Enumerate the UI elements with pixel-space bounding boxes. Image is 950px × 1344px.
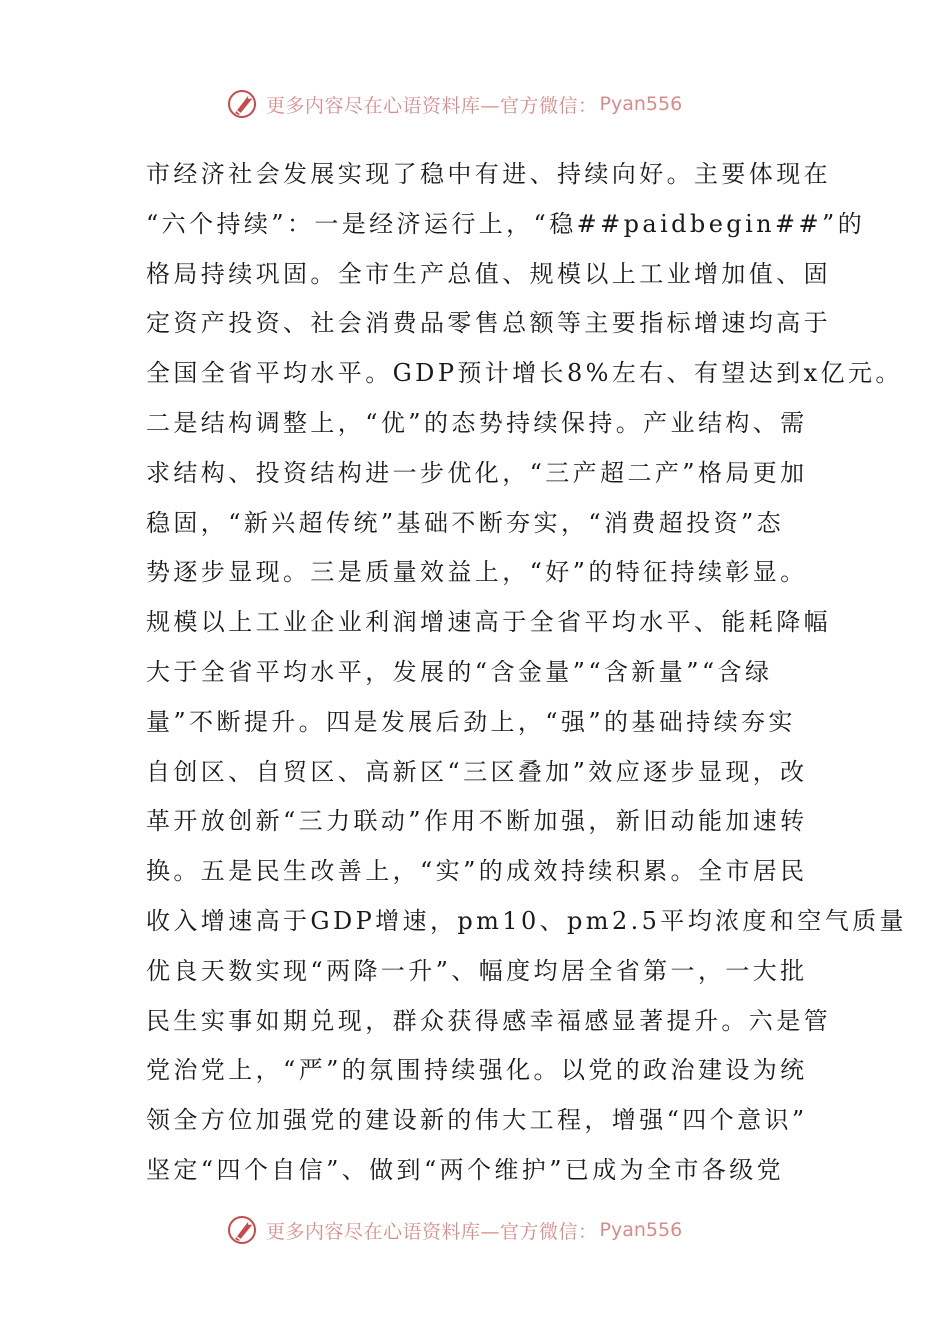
text-line: “六个持续”：一是经济运行上，“稳##paidbegin##”的	[146, 209, 866, 238]
text-line: 坚定“四个自信”、做到“两个维护”已成为全市各级党	[146, 1155, 785, 1184]
text-line: 革开放创新“三力联动”作用不断加强，新旧动能加速转	[146, 807, 808, 836]
text-line: 全国全省平均水平。GDP预计增长8%左右、有望达到x亿元。	[146, 359, 903, 388]
document-body	[146, 150, 907, 1196]
text-line: 定资产投资、社会消费品零售总额等主要指标增速均高于	[146, 309, 831, 338]
pen-nib-logo-icon	[226, 1213, 260, 1247]
footer-watermark	[226, 1210, 682, 1250]
text-line: 市经济社会发展实现了稳中有进、持续向好。主要体现在	[146, 160, 831, 188]
text-line: 民生实事如期兑现，群众获得感幸福感显著提升。六是管	[146, 1006, 831, 1035]
text-line: 自创区、自贸区、高新区“三区叠加”效应逐步显现，改	[146, 757, 808, 786]
text-line: 党治党上，“严”的氛围持续强化。以党的政治建设为统	[146, 1056, 808, 1085]
watermark-handle: Pyan556	[599, 1219, 683, 1241]
text-line: 势逐步显现。三是质量效益上，“好”的特征持续彰显。	[146, 558, 808, 587]
text-line: 规模以上工业企业利润增速高于全省平均水平、能耗降幅	[146, 608, 831, 637]
text-line: 格局持续巩固。全市生产总值、规模以上工业增加值、固	[146, 259, 831, 288]
text-line: 量”不断提升。四是发展后劲上，“强”的基础持续夯实	[146, 707, 796, 736]
text-line: 二是结构调整上，“优”的态势持续保持。产业结构、需	[146, 408, 808, 437]
text-line: 优良天数实现“两降一升”、幅度均居全省第一，一大批	[146, 956, 808, 985]
text-line: 求结构、投资结构进一步优化，“三产超二产”格局更加	[146, 458, 808, 487]
text-line: 收入增速高于GDP增速，pm10、pm2.5平均浓度和空气质量	[146, 906, 907, 935]
text-line: 稳固，“新兴超传统”基础不断夯实，“消费超投资”态	[146, 508, 785, 537]
text-line: 换。五是民生改善上，“实”的成效持续积累。全市居民	[146, 857, 808, 886]
watermark-text: 更多内容尽在心语资料库—官方微信：	[266, 1220, 598, 1243]
text-line: 大于全省平均水平，发展的“含金量”“含新量”“含绿	[146, 657, 773, 686]
watermark-handle: Pyan556	[599, 93, 683, 115]
text-line: 领全方位加强党的建设新的伟大工程，增强“四个意识”	[146, 1106, 808, 1135]
pen-nib-logo-icon	[226, 87, 260, 121]
watermark-text: 更多内容尽在心语资料库—官方微信：	[266, 94, 598, 117]
header-watermark	[226, 84, 682, 124]
